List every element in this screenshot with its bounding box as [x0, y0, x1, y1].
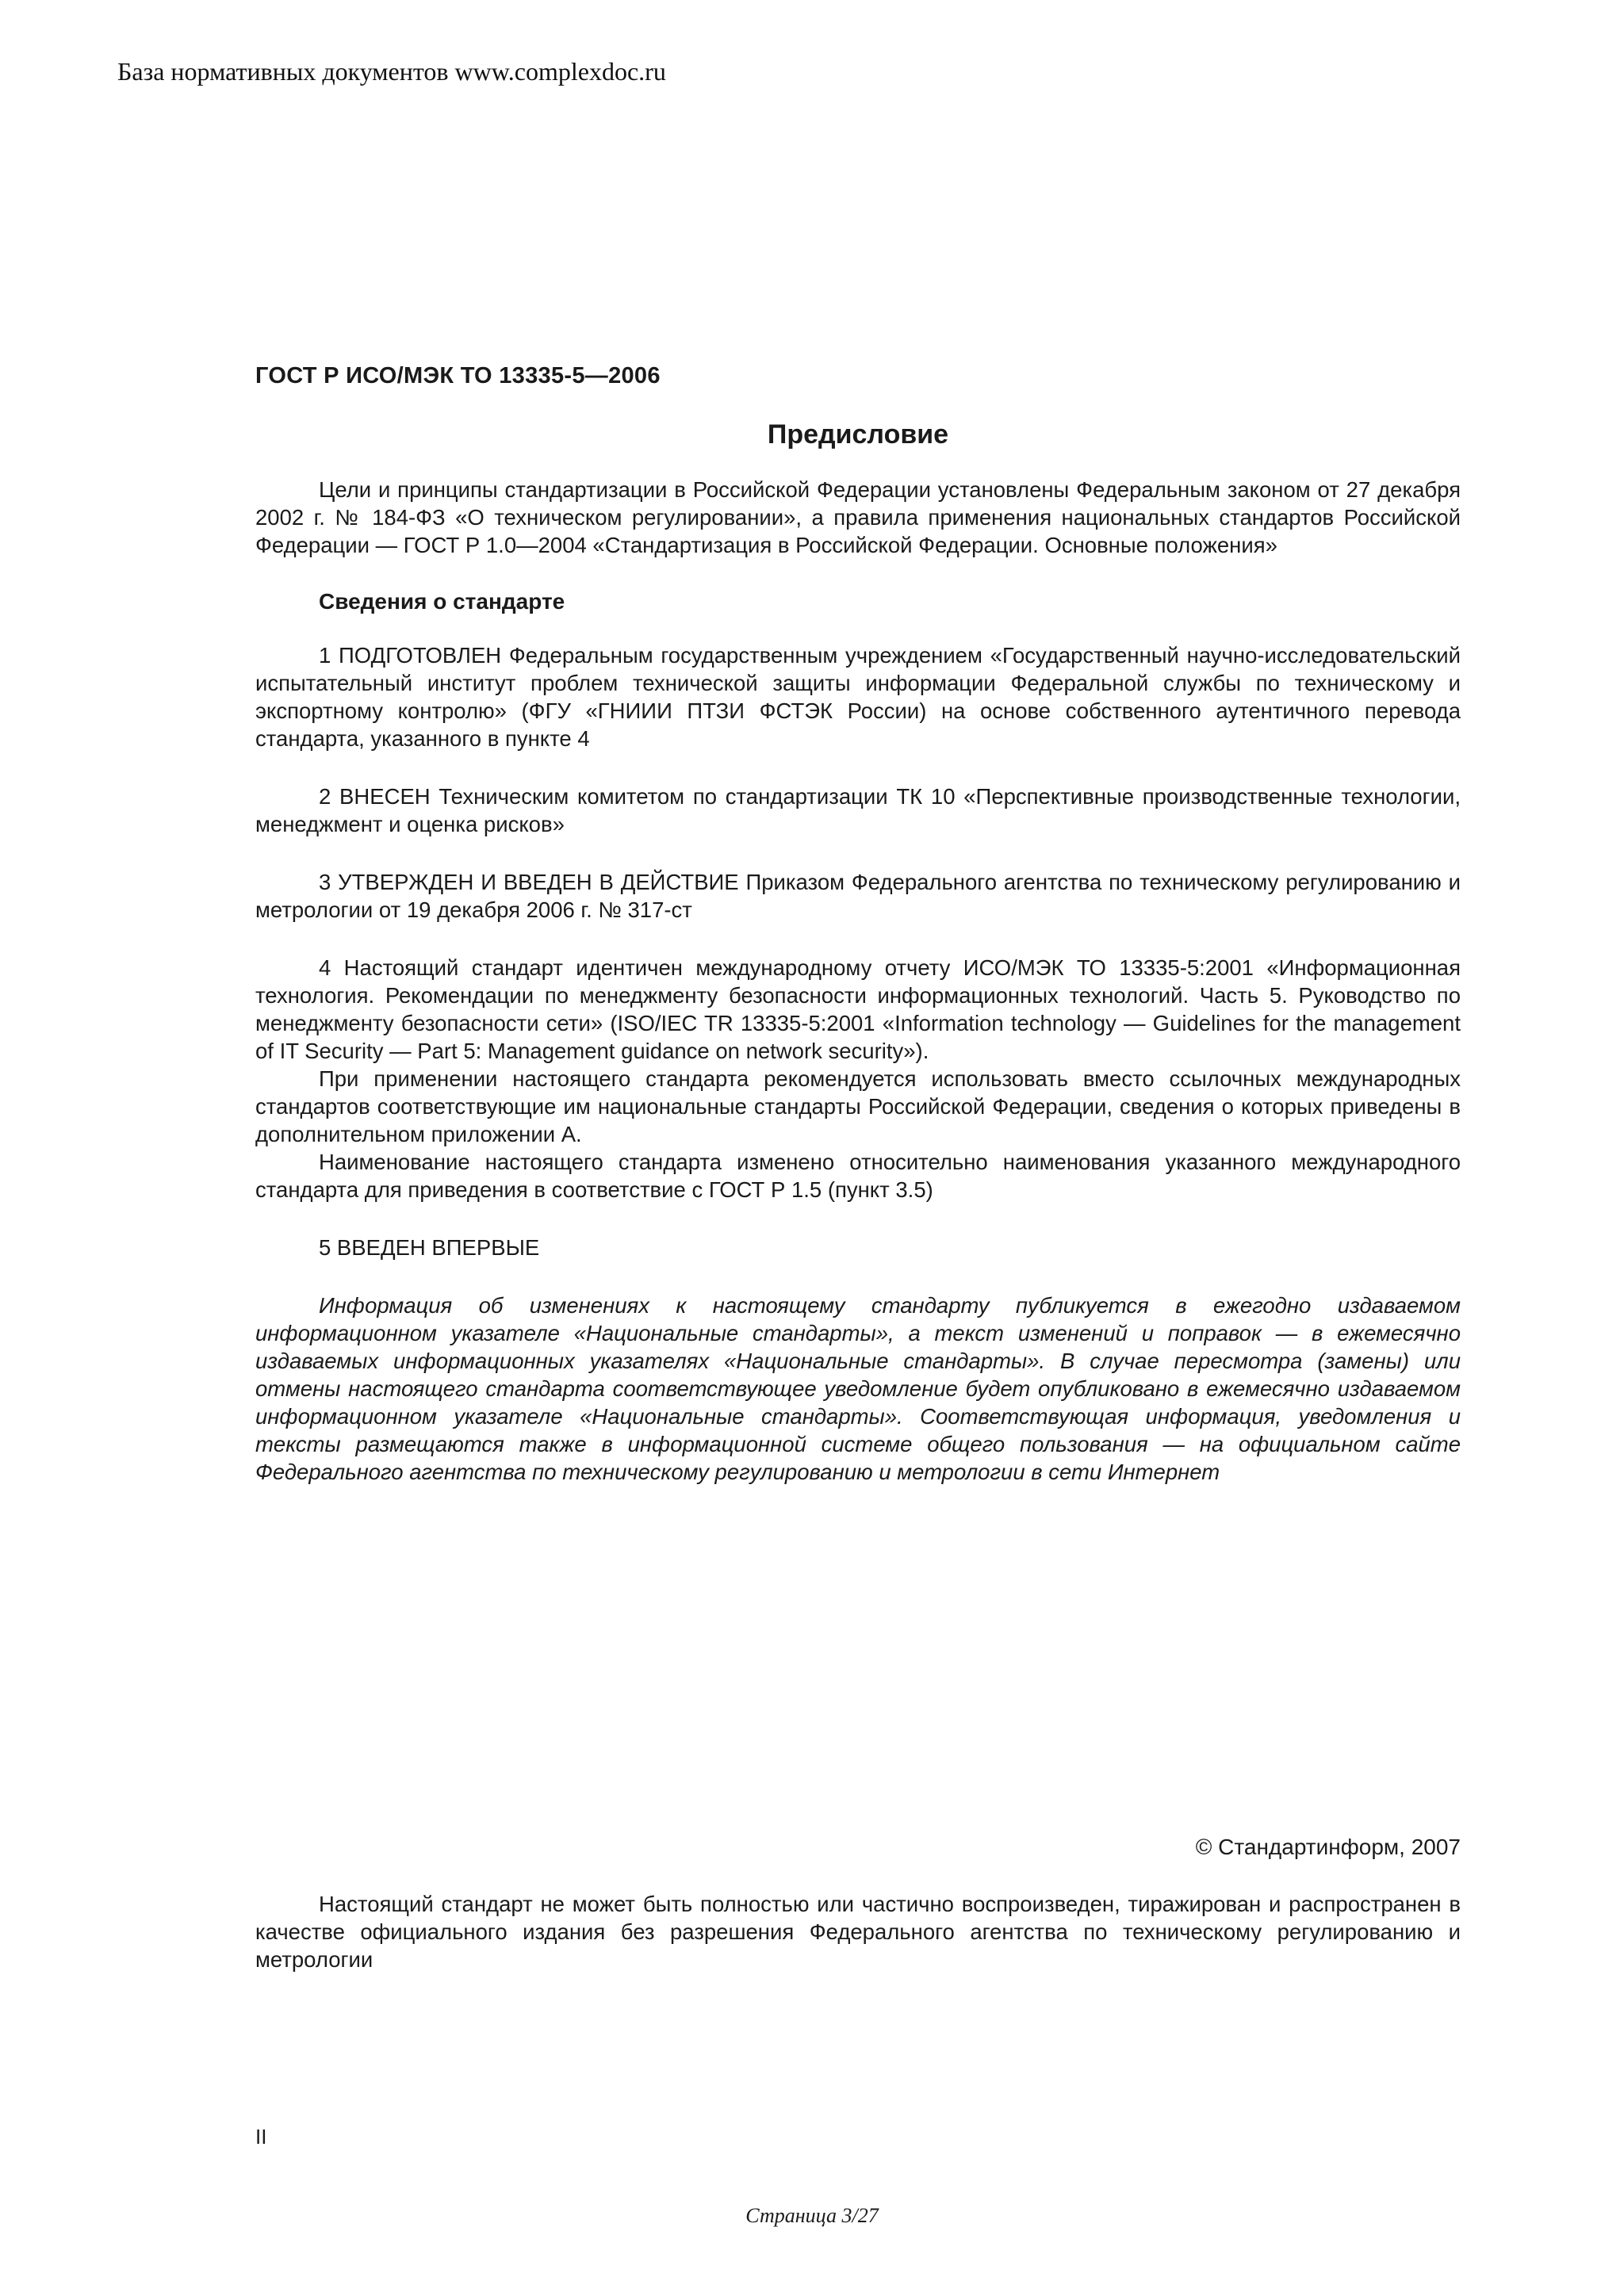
item-identical-note-references: При применении настоящего стандарта рекомендуется использовать вместо ссылочных международных стандартов соответствующие им национальные стандарты Российской Федерации, сведения о которых приведены в дополнительном приложении А. — [255, 1066, 1461, 1146]
item-identical-note-name: Наименование настоящего стандарта изменено относительно наименования указанного международного стандарта для приведения в соответствие с ГОСТ Р 1.5 (пункт 3.5) — [255, 1150, 1461, 1202]
site-header: База нормативных документов www.complexdoc.ru — [117, 57, 666, 86]
item-approved: 3 УТВЕРЖДЕН И ВВЕДЕН В ДЕЙСТВИЕ Приказом Федерального агентства по техническому регулированию и метрологии от 19 декабря 2006 г. № 317-ст — [255, 870, 1461, 922]
item-first-introduced: 5 ВВЕДЕН ВПЕРВЫЕ — [319, 1235, 540, 1260]
copyright: © Стандартинформ, 2007 — [1195, 1835, 1461, 1859]
item-prepared: 1 ПОДГОТОВЛЕН Федеральным государственным учреждением «Государственный научно-исследовательский испытательный институт проблем технической защиты информации Федеральной службы по техническому и экспортному контролю» (ФГУ «ГНИИИ ПТЗИ ФСТЭК России) на основе собственного аутентичного перевода стандарта, указанного в пункте 4 — [255, 643, 1461, 751]
standard-info-heading: Сведения о стандарте — [319, 589, 565, 614]
reproduction-notice: Настоящий стандарт не может быть полностью или частично воспроизведен, тиражирован и распространен в качестве официального издания без разрешения Федерального агентства по техническому регулированию и метрологии — [255, 1892, 1461, 1972]
preface-heading: Предисловие — [767, 419, 949, 450]
document-code: ГОСТ Р ИСО/МЭК ТО 13335-5—2006 — [255, 363, 661, 388]
item-submitted: 2 ВНЕСЕН Техническим комитетом по стандартизации ТК 10 «Перспективные производственные технологии, менеджмент и оценка рисков» — [255, 784, 1461, 836]
preface-intro: Цели и принципы стандартизации в Российской Федерации установлены Федеральным законом от 27 декабря 2002 г. № 184-ФЗ «О техническом регулировании», а правила применения национальных стандартов Российской Федерации — ГОСТ Р 1.0—2004 «Стандартизация в Российской Федерации. Основные положения» — [255, 477, 1461, 557]
page-number-roman: II — [255, 2125, 267, 2149]
page-counter: Страница 3/27 — [745, 2204, 879, 2227]
changes-info: Информация об изменениях к настоящему стандарту публикуется в ежегодно издаваемом информационном указателе «Национальные стандарты», а текст изменений и поправок — в ежемесячно издаваемых информационных указателях «Национальные стандарты». В случае пересмотра (замены) или отмены настоящего стандарта соответствующее уведомление будет опубликовано в ежемесячно издаваемом информационном указателе «Национальные стандарты». Соответствующая информация, уведомления и тексты размещаются также в информационной системе общего пользования — на официальном сайте Федерального агентства по техническому регулированию и метрологии в сети Интернет — [255, 1293, 1461, 1484]
document-page — [255, 363, 1461, 1973]
item-identical: 4 Настоящий стандарт идентичен международному отчету ИСО/МЭК ТО 13335-5:2001 «Информационная технология. Рекомендации по менеджменту безопасности информационных технологий. Часть 5. Руководство по менеджменту безопасности сети» (ISO/IEC TR 13335-5:2001 «Information technology — Guidelines for the management of IT Security — Part 5: Management guidance on network security»). — [255, 955, 1461, 1063]
